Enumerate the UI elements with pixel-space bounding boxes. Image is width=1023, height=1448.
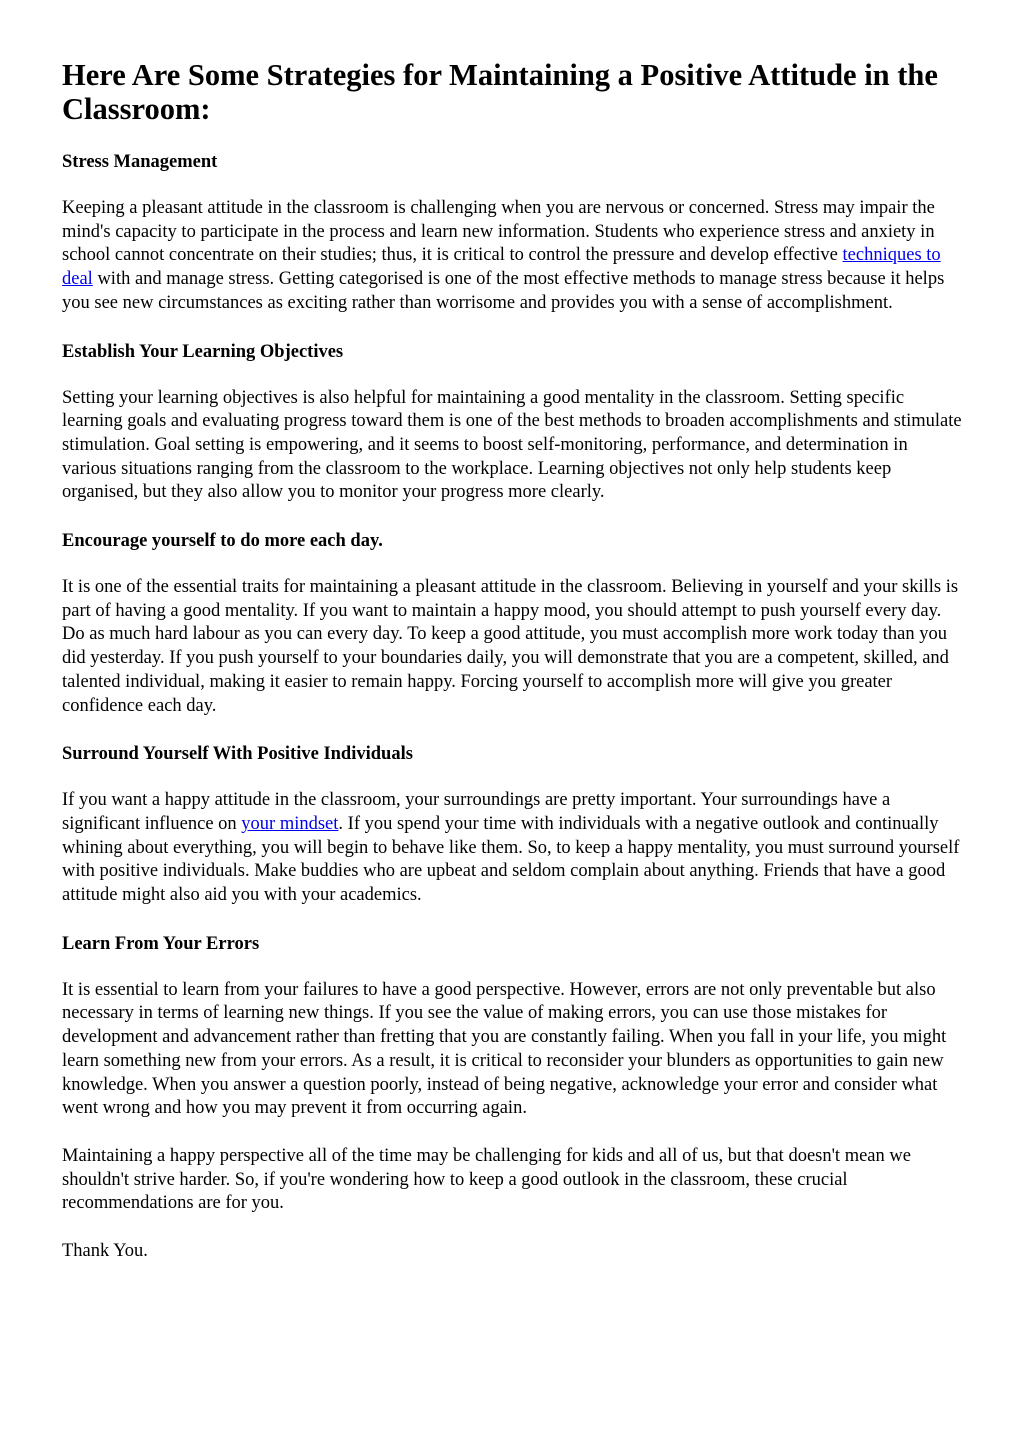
document-page [62, 58, 962, 1288]
page-title: Here Are Some Strategies for Maintaining a Positive Attitude in the Classroom: [62, 58, 938, 126]
section-body-encourage-yourself: It is one of the essential traits for maintaining a pleasant attitude in the classroom. Believing in yourself and your skills is part of having a good mentality. If you want to maintain a happy mood, you should attempt to push yourself every day. Do as much hard labour as you can every day. To keep a good attitude, you must accomplish more work today than you did yesterday. If you push yourself to your boundaries daily, you will demonstrate that you are a competent, skilled, and talented individual, making it easier to remain happy. Forcing yourself to accomplish more will give you greater confidence each day. [62, 577, 959, 716]
section-heading-learning-objectives: Establish Your Learning Objectives [62, 341, 344, 362]
section-body-learning-objectives: Setting your learning objectives is also helpful for maintaining a good mentality in the classroom. Setting specific learning goals and evaluating progress toward them is one of the best methods to broaden accomplishments and stimulate stimulation. Goal setting is empowering, and it seems to boost self-monitoring, performance, and determination in various situations ranging from the classroom to the workplace. Learning objectives not only help students keep organised, but they also allow you to monitor your progress more clearly. [62, 387, 962, 503]
body-text: If you want a happy attitude in the classroom, your surroundings are pretty important. Your surroundings have a significant influence on [62, 790, 891, 834]
body-text: with and manage stress. Getting categorised is one of the most effective methods to manage stress because it helps you see new circumstances as exciting rather than worrisome and provides you with a sense of accomplishment. [62, 269, 945, 313]
section-heading-stress-management: Stress Management [62, 152, 218, 172]
section-heading-encourage-yourself: Encourage yourself to do more each day. [62, 531, 383, 552]
your-mindset-link[interactable]: your mindset [241, 813, 339, 834]
section-heading-learn-from-errors: Learn From Your Errors [62, 933, 260, 954]
section-heading-positive-individuals: Surround Yourself With Positive Individuals [62, 744, 413, 765]
section-body-stress-management [62, 197, 962, 316]
section-body-learn-from-errors: It is essential to learn from your failures to have a good perspective. However, errors are not only preventable but also necessary in terms of learning new things. If you see the value of making errors, you can use those mistakes for development and advancement rather than fretting that you are constantly failing. When you fall in your life, you might learn something new from your errors. As a result, it is critical to reconsider your blunders as opportunities to gain new knowledge. When you answer a question poorly, instead of being negative, acknowledge your error and consider what went wrong and how you may prevent it from occurring again. [62, 979, 947, 1119]
techniques-to-deal-link[interactable]: techniques to deal [62, 245, 941, 290]
conclusion-paragraph: Maintaining a happy perspective all of the time may be challenging for kids and all of us, but that doesn't mean we shouldn't strive harder. So, if you're wondering how to keep a good outlook in the classroom, these crucial recommendations are for you. [62, 1145, 911, 1214]
body-text: Keeping a pleasant attitude in the classroom is challenging when you are nervous or concerned. Stress may impair the mind's capacity to participate in the process and learn new information. Students who experience stress and anxiety in school cannot concentrate on their studies; thus, it is critical to control the pressure and develop effective [62, 198, 935, 266]
closing-text: Thank You. [62, 1241, 148, 1262]
section-body-positive-individuals [62, 789, 962, 908]
body-text: . If you spend your time with individuals with a negative outlook and continually whining about everything, you will begin to behave like them. So, to keep a happy mentality, you must surround yourself with positive individuals. Make buddies who are upbeat and seldom complain about anything. Friends that have a good attitude might also aid you with your academics. [62, 813, 960, 906]
